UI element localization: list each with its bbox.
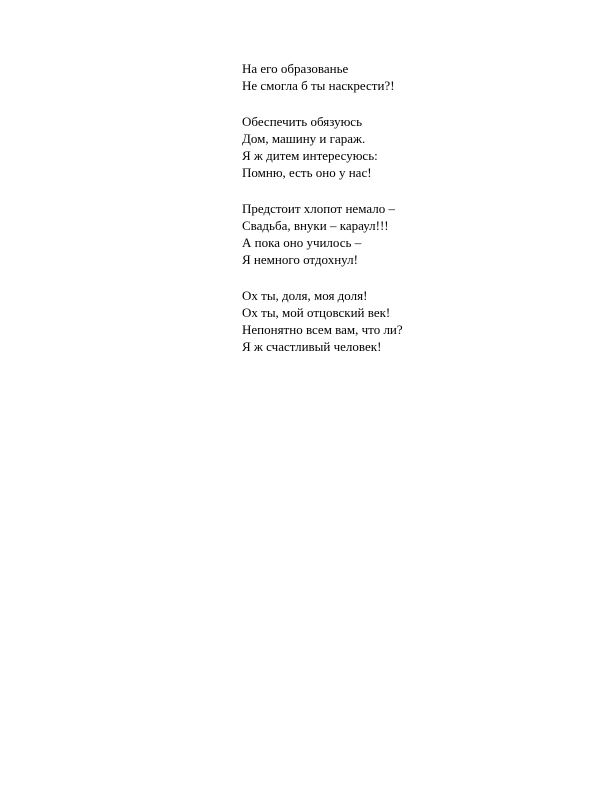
poem-line: Ох ты, доля, моя доля! (242, 288, 368, 303)
poem-line: Ох ты, мой отцовский век! (242, 305, 391, 320)
poem-line: Я немного отдохнул! (242, 252, 358, 267)
poem-stanza-2 (242, 113, 582, 181)
poem-line: Не смогла б ты наскрести?! (242, 78, 395, 93)
poem-line: На его образованье (242, 61, 349, 76)
poem-stanza-3 (242, 200, 582, 268)
poem-stanza-4 (242, 287, 582, 355)
poem-text (242, 60, 582, 374)
poem-stanza-1 (242, 60, 582, 94)
poem-line: Свадьба, внуки – караул!!! (242, 218, 389, 233)
poem-line: Обеспечить обязуюсь (242, 114, 362, 129)
poem-line: А пока оно училось – (242, 235, 362, 250)
poem-line: Предстоит хлопот немало – (242, 201, 395, 216)
poem-line: Помню, есть оно у нас! (242, 165, 372, 180)
poem-line: Я ж дитем интересуюсь: (242, 148, 378, 163)
poem-line: Непонятно всем вам, что ли? (242, 322, 403, 337)
poem-line: Дом, машину и гараж. (242, 131, 366, 146)
poem-line: Я ж счастливый человек! (242, 339, 382, 354)
